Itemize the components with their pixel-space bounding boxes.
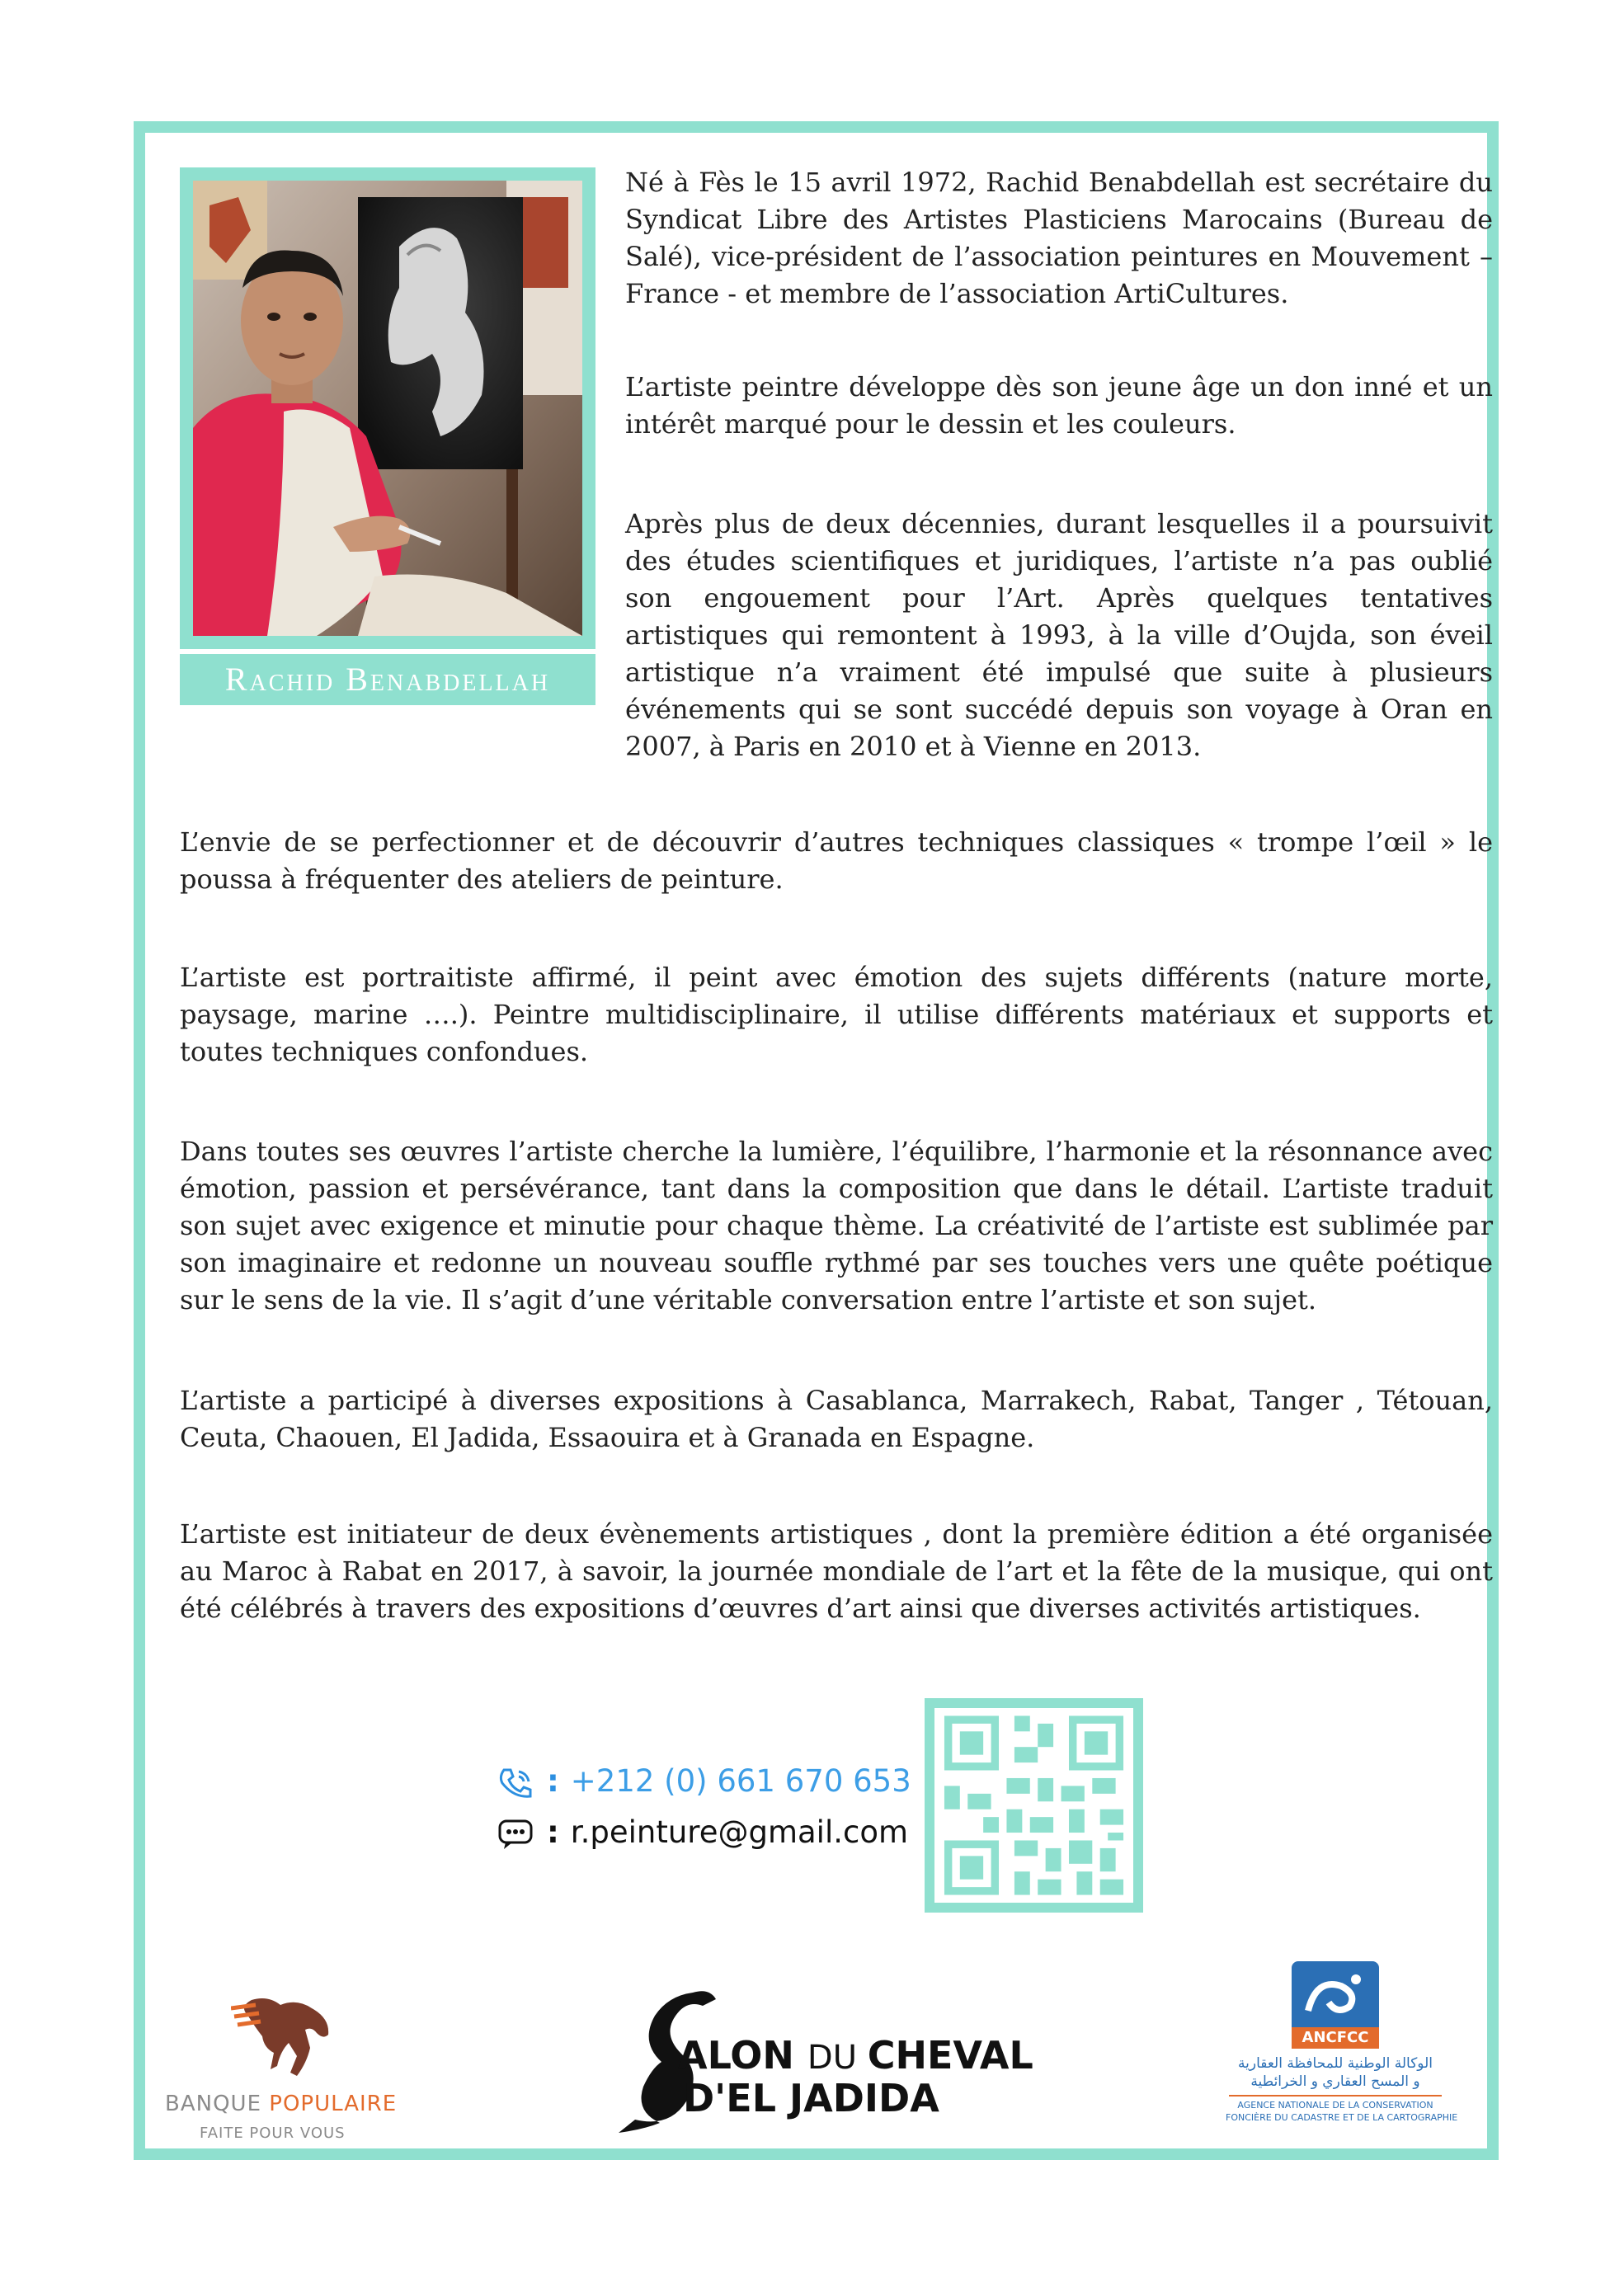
artist-photo — [193, 181, 582, 636]
bio-paragraph-5: L’artiste est portraitiste affirmé, il peint avec émotion des sujets différents (nature morte, paysage, marine ….). Peintre multidisciplinaire, il utilise différents matériaux et supports et toutes techniques confondues. — [180, 962, 1493, 1067]
artist-name-caption: Rachid Benabdellah — [180, 654, 595, 705]
horse-logo-icon — [231, 1990, 338, 2081]
bio-paragraph-1: Né à Fès le 15 avril 1972, Rachid Benabdellah est secrétaire du Syndicat Libre des Artistes Plasticiens Marocains (Bureau de Salé), vice-président de l’association peintures en Mouvement – France - et membre de l’association ArtiCultures. — [625, 167, 1493, 309]
bio-paragraph-4: L’envie de se perfectionner et de découvrir d’autres techniques classiques « trompe l’œil » le poussa à fréquenter des ateliers de peinture. — [180, 826, 1493, 895]
qr-code-icon — [934, 1708, 1133, 1903]
email-address[interactable]: r.peinture@gmail.com — [570, 1814, 909, 1850]
chat-icon — [497, 1818, 534, 1851]
banque-slogan: FAITE POUR VOUS — [200, 2125, 346, 2142]
contact-email-row — [497, 1814, 908, 1851]
ancfcc-arabic-line2: و المسح العقاري و الخرائطية — [1250, 2073, 1420, 2090]
bio-paragraph-2: L’artiste peintre développe dès son jeune âge un don inné et un intérêt marqué pour le dessin et les couleurs. — [625, 371, 1493, 440]
salon-text-3: CHEVAL — [867, 2033, 1033, 2078]
salon-subtitle: D'EL JADIDA — [683, 2076, 939, 2120]
email-colon: : — [547, 1814, 559, 1850]
banque-text: BANQUE — [165, 2092, 270, 2116]
ancfcc-badge-text: ANCFCC — [1292, 2027, 1379, 2049]
bio-paragraph-6: Dans toutes ses œuvres l’artiste cherche la lumière, l’équilibre, l’harmonie et la résonnance avec émotion, passion et persévérance, tant dans la composition que dans le détail. L’artiste traduit son sujet avec exigence et minutie pour chaque thème. La créativité de l’artiste est sublimée par son imaginaire et redonne un nouveau souffle rythmé par ses touches vers une quête poétique sur le sens de la vie. Il s’agit d’une véritable conversation entre l’artiste et son sujet. — [180, 1136, 1493, 1315]
artist-photo-frame — [180, 167, 595, 649]
salon-text-2: DU — [807, 2039, 868, 2077]
ancfcc-badge — [1292, 1961, 1379, 2049]
ancfcc-french-line2: FONCIÈRE DU CADASTRE ET DE LA CARTOGRAPHIE — [1226, 2112, 1458, 2123]
phone-icon — [497, 1767, 534, 1800]
bio-paragraph-3: Après plus de deux décennies, durant lesquelles il a poursuivit des études scientifiques et juridiques, l’artiste n’a pas oublié son engouement pour l’Art. Après quelques tentatives artistiques qui remontent à 1993, à la ville d’Oujda, son éveil artistique n’a vraiment été impulsé que suite à plusieurs événements qui se sont succédé depuis son voyage à Oran en 2007, à Paris en 2010 et à Vienne en 2013. — [625, 508, 1493, 762]
populaire-text: POPULAIRE — [269, 2092, 398, 2116]
qr-code[interactable] — [925, 1698, 1143, 1913]
artist-portrait-illustration — [193, 181, 582, 636]
phone-colon: : — [547, 1763, 559, 1799]
ancfcc-emblem-icon — [1292, 1961, 1379, 2027]
ancfcc-arabic-line1: الوكالة الوطنية للمحافظة العقارية — [1238, 2055, 1433, 2072]
phone-number[interactable]: +212 (0) 661 670 653 — [570, 1763, 911, 1799]
ancfcc-divider — [1229, 2095, 1442, 2097]
ancfcc-french-line1: AGENCE NATIONALE DE LA CONSERVATION — [1237, 2100, 1433, 2111]
contact-phone-row — [497, 1763, 911, 1800]
bio-paragraph-7: L’artiste a participé à diverses expositions à Casablanca, Marrakech, Rabat, Tanger , Tétouan, Ceuta, Chaouen, El Jadida, Essaouira et à Granada en Espagne. — [180, 1385, 1493, 1453]
salon-text-1: ALON — [678, 2033, 807, 2078]
bio-paragraph-8: L’artiste est initiateur de deux évènements artistiques , dont la première édition a été organisée au Maroc à Rabat en 2017, à savoir, la journée mondiale de l’art et la fête de la musique, qui ont été célébrés à travers des expositions d’œuvres d’art ainsi que diverses activités artistiques. — [180, 1518, 1493, 1624]
